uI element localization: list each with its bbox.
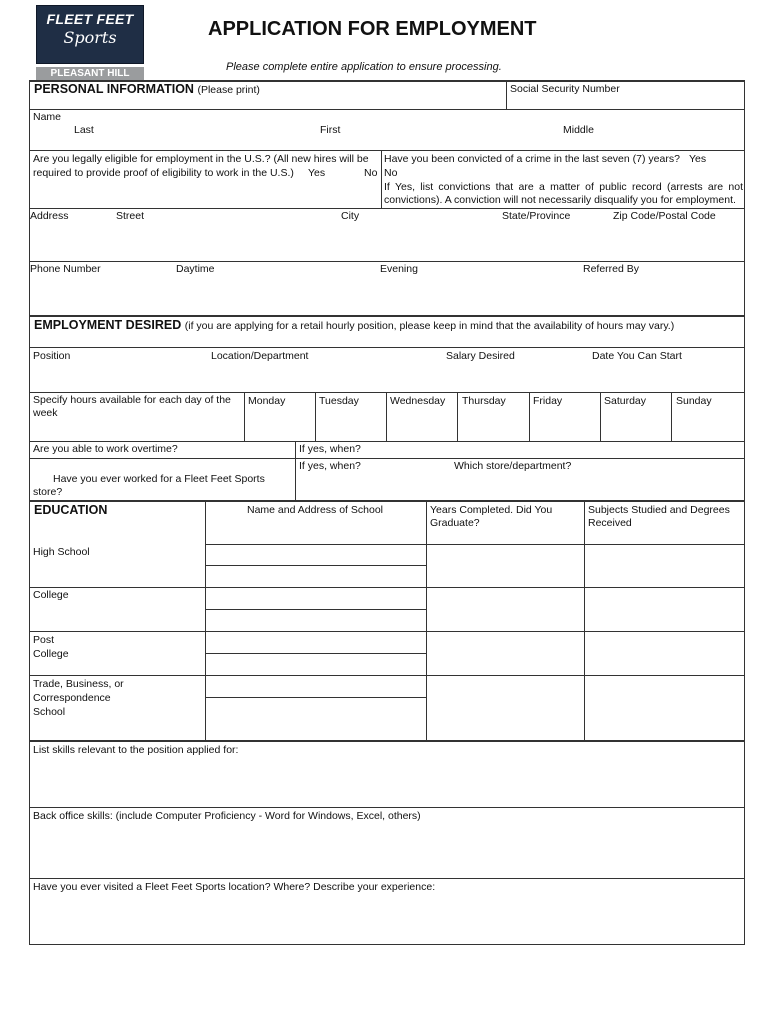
rule xyxy=(529,392,530,441)
worked-when-label: If yes, when? xyxy=(299,460,361,472)
city-label: City xyxy=(341,210,360,222)
skills-question: List skills relevant to the position applied for: xyxy=(33,744,239,756)
rule xyxy=(29,347,745,348)
rule xyxy=(29,807,745,808)
personal-info-heading xyxy=(34,83,260,97)
logo-location-bar xyxy=(36,67,144,81)
employment-desired-title: EMPLOYMENT DESIRED xyxy=(34,318,182,332)
employment-desired-heading xyxy=(34,319,674,333)
rule xyxy=(29,392,745,393)
day-saturday: Saturday xyxy=(604,395,647,407)
subjects-column: Subjects Studied and Degrees Received xyxy=(588,504,730,529)
rule xyxy=(386,392,387,441)
day-tuesday: Tuesday xyxy=(319,395,359,407)
first-name-label: First xyxy=(320,124,341,136)
rule xyxy=(29,261,745,262)
zip-label: Zip Code/Postal Code xyxy=(613,210,716,222)
salary-label: Salary Desired xyxy=(446,350,515,362)
rule xyxy=(29,315,745,317)
referred-by-label: Referred By xyxy=(583,263,640,275)
street-label: Street xyxy=(116,210,145,222)
eligibility-question-line1: Are you legally eligible for employment in the U.S.? (All new hires will be xyxy=(33,153,369,165)
conviction-note: If Yes, list convictions that are a matter of public record (arrests are not convictions). A conviction will not necessarily disqualify you for employment. xyxy=(384,181,743,206)
rule xyxy=(29,441,745,442)
years-completed-column: Years Completed. Did You Graduate? xyxy=(430,504,553,529)
rule xyxy=(29,631,745,632)
college-label: College xyxy=(33,589,69,601)
fleet-feet-logo xyxy=(36,5,144,80)
day-thursday: Thursday xyxy=(462,395,506,407)
logo-location: PLEASANT HILL xyxy=(50,68,130,79)
page-title: APPLICATION FOR EMPLOYMENT xyxy=(208,18,537,40)
middle-name-label: Middle xyxy=(563,124,594,136)
eligibility-question-line2: required to provide proof of eligibility to work in the U.S.) xyxy=(33,167,294,179)
logo-script-text: Sports xyxy=(63,28,117,47)
day-wednesday: Wednesday xyxy=(390,395,446,407)
rule xyxy=(205,653,426,654)
state-label: State/Province xyxy=(502,210,571,222)
worked-before-label: Have you ever worked for a Fleet Feet Sports store? xyxy=(33,473,265,498)
education-heading: EDUCATION xyxy=(34,503,108,517)
rule xyxy=(29,587,745,588)
eligibility-yes-option[interactable]: Yes xyxy=(308,167,326,179)
eligibility-no-option[interactable]: No xyxy=(364,167,378,179)
trade-school-label: Trade, Business, or Correspondence School xyxy=(33,678,124,718)
rule xyxy=(600,392,601,441)
eligibility-divider xyxy=(381,150,382,208)
conviction-no-option[interactable]: No xyxy=(384,167,398,179)
overtime-when-label: If yes, when? xyxy=(299,443,361,455)
conviction-yes-option[interactable]: Yes xyxy=(689,153,707,165)
personal-info-note: (Please print) xyxy=(197,84,260,96)
name-label: Name xyxy=(33,111,62,123)
rule xyxy=(244,392,245,441)
day-monday: Monday xyxy=(248,395,286,407)
employment-desired-note: (if you are applying for a retail hourly position, please keep in mind that the availability of hours may vary.) xyxy=(184,320,675,332)
conviction-question: Have you been convicted of a crime in the last seven (7) years? xyxy=(384,153,680,165)
frame-right xyxy=(744,80,745,945)
rule xyxy=(205,697,426,698)
phone-label: Phone Number xyxy=(30,263,101,275)
rule xyxy=(315,392,316,441)
day-sunday: Sunday xyxy=(676,395,712,407)
rule xyxy=(29,878,745,879)
evening-label: Evening xyxy=(380,263,418,275)
location-label: Location/Department xyxy=(211,350,309,362)
ssn-label: Social Security Number xyxy=(510,83,620,95)
rule xyxy=(29,109,745,110)
day-friday: Friday xyxy=(533,395,563,407)
ssn-divider xyxy=(506,80,507,109)
rule xyxy=(205,609,426,610)
address-label: Address xyxy=(30,210,69,222)
high-school-label: High School xyxy=(33,546,90,558)
rule xyxy=(205,565,426,566)
which-store-label: Which store/department? xyxy=(454,460,572,472)
rule xyxy=(205,500,206,740)
position-label: Position xyxy=(33,350,71,362)
logo-badge xyxy=(36,5,144,64)
rule xyxy=(671,392,672,441)
back-office-question: Back office skills: (include Computer Proficiency - Word for Windows, Excel, others) xyxy=(33,810,421,822)
page-subtitle: Please complete entire application to ensure processing. xyxy=(226,61,502,73)
rule xyxy=(457,392,458,441)
rule xyxy=(29,150,745,151)
overtime-label: Are you able to work overtime? xyxy=(33,443,178,455)
school-name-column: Name and Address of School xyxy=(247,504,383,516)
post-college-label: Post College xyxy=(33,634,69,660)
personal-info-title: PERSONAL INFORMATION xyxy=(34,82,194,96)
frame-bottom xyxy=(29,944,745,945)
rule xyxy=(29,740,745,742)
rule xyxy=(29,500,745,502)
visited-question: Have you ever visited a Fleet Feet Sports location? Where? Describe your experience: xyxy=(33,881,436,893)
start-date-label: Date You Can Start xyxy=(592,350,682,362)
rule xyxy=(29,675,745,676)
rule xyxy=(29,208,745,209)
daytime-label: Daytime xyxy=(176,263,215,275)
logo-text: FLEET FEET xyxy=(46,11,134,27)
rule xyxy=(205,544,745,545)
rule xyxy=(29,458,745,459)
rule xyxy=(426,500,427,740)
rule xyxy=(584,500,585,740)
hours-available-label: Specify hours available for each day of the week xyxy=(33,394,231,419)
last-name-label: Last xyxy=(74,124,94,136)
rule xyxy=(295,441,296,501)
